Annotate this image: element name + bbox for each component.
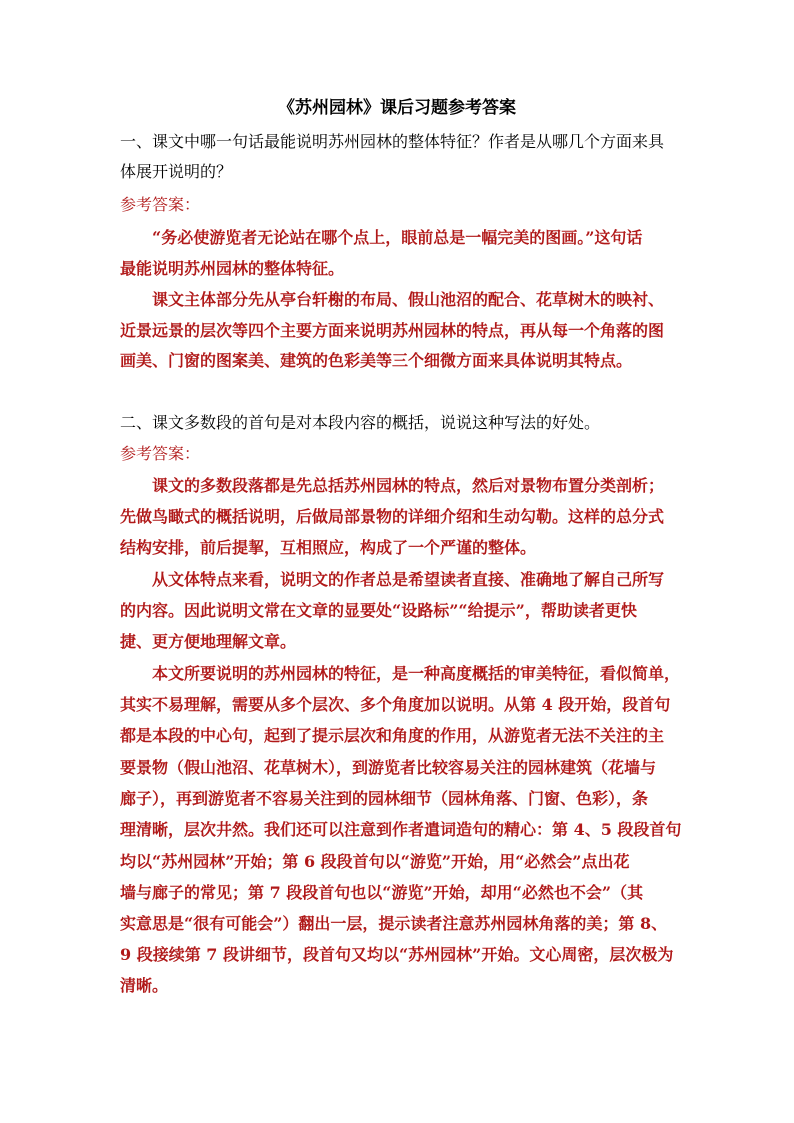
answer-1-line-4: 近景远景的层次等四个主要方面来说明苏州园林的特点，再从每一个角落的图 — [120, 321, 665, 340]
question-1-line-2: 体展开说明的？ — [120, 162, 233, 181]
document-title: 《苏州园林》课后习题参考答案 — [278, 98, 516, 118]
answer-2-line-11: 廊子），再到游览者不容易关注到的园林细节（园林角落、门窗、色彩），条 — [120, 789, 649, 808]
answer-2-line-8: 其实不易理解，需要从多个层次、多个角度加以说明。从第 4 段开始，段首句 — [120, 695, 671, 714]
answer-2-line-7: 本文所要说明的苏州园林的特征，是一种高度概括的审美特征，看似简单， — [152, 664, 681, 683]
answer-2-line-2: 先做鸟瞰式的概括说明，后做局部景物的详细介绍和生动勾勒。这样的总分式 — [120, 507, 665, 526]
answer-2-line-1: 课文的多数段落都是先总括苏州园林的特点，然后对景物布置分类剖析； — [152, 476, 665, 495]
answer-1-line-1: “务必使游览者无论站在哪个点上，眼前总是一幅完美的图画。”这句话 — [152, 228, 643, 247]
answer-2-line-14: 墙与廊子的常见；第 7 段段首句也以“游览”开始，却用“必然也不会”（其 — [120, 883, 644, 902]
answer-2-line-5: 的内容。因此说明文常在文章的显要处“设路标”“给提示”，帮助读者更快 — [120, 601, 637, 620]
answer-2-line-17: 清晰。 — [120, 976, 169, 995]
answer-2-line-13: 均以“苏州园林”开始；第 6 段段首句以“游览”开始，用“必然会”点出花 — [120, 852, 630, 871]
answer-label-1: 参考答案： — [120, 195, 201, 214]
answer-label-2: 参考答案： — [120, 444, 201, 463]
question-2-line-1: 二、课文多数段的首句是对本段内容的概括，说说这种写法的好处。 — [120, 413, 601, 432]
answer-1-line-3: 课文主体部分先从亭台轩榭的布局、假山池沼的配合、花草树木的映衬、 — [152, 290, 665, 309]
answer-1-line-5: 画美、门窗的图案美、建筑的色彩美等三个细微方面来具体说明其特点。 — [120, 351, 633, 370]
answer-2-line-12: 理清晰，层次井然。我们还可以注意到作者遣词造句的精心：第 4、5 段段首句 — [120, 820, 682, 839]
answer-2-line-6: 捷、更方便地理解文章。 — [120, 632, 297, 651]
answer-2-line-9: 都是本段的中心句，起到了提示层次和角度的作用，从游览者无法不关注的主 — [120, 726, 665, 745]
answer-2-line-15: 实意思是“很有可能会”）翻出一层，提示读者注意苏州园林角落的美；第 8、 — [120, 914, 668, 933]
answer-2-line-10: 要景物（假山池沼、花草树木），到游览者比较容易关注的园林建筑（花墙与 — [120, 758, 657, 777]
answer-2-line-16: 9 段接续第 7 段讲细节，段首句又均以“苏州园林”开始。文心周密，层次极为 — [120, 945, 674, 964]
answer-1-line-2: 最能说明苏州园林的整体特征。 — [120, 259, 345, 278]
answer-2-line-4: 从文体特点来看，说明文的作者总是希望读者直接、准确地了解自己所写 — [152, 570, 665, 589]
answer-2-line-3: 结构安排，前后提挈，互相照应，构成了一个严谨的整体。 — [120, 538, 537, 557]
question-1-line-1: 一、课文中哪一句话最能说明苏州园林的整体特征？作者是从哪几个方面来具 — [120, 132, 665, 151]
